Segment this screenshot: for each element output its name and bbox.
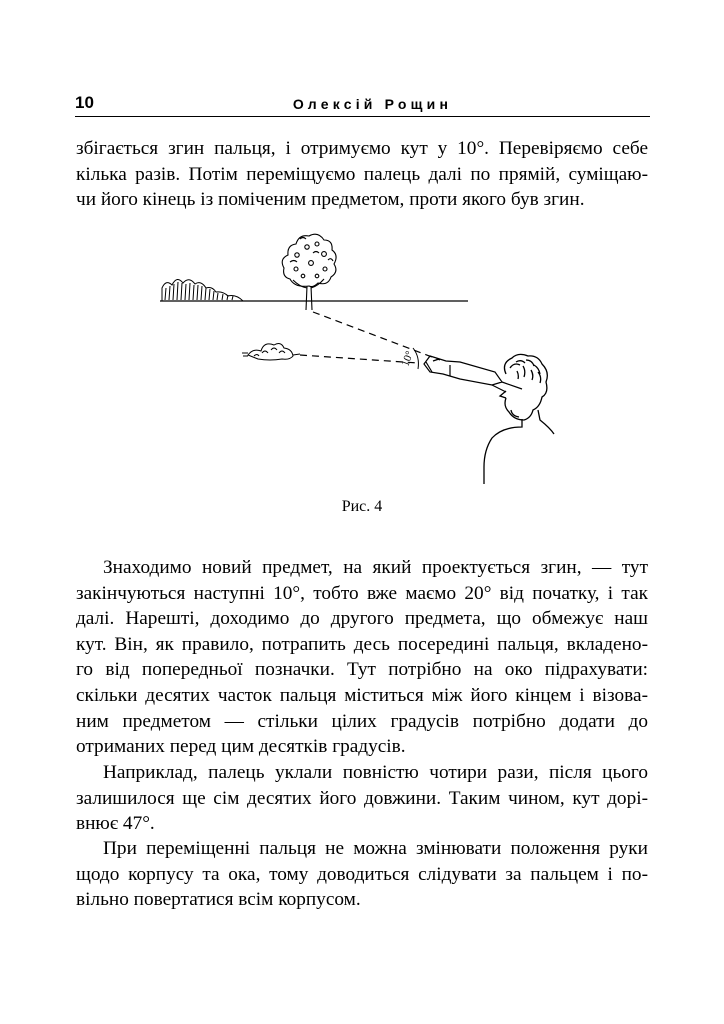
angle-arc — [400, 348, 419, 369]
text-line: далі. Нарешті, доходимо до другого предмета, що обмежує наш — [76, 608, 648, 630]
text-line: вільно повертатися всім корпусом. — [76, 889, 361, 911]
page-number: 10 — [75, 93, 94, 112]
paragraph-1 — [76, 555, 648, 760]
tree — [282, 234, 336, 310]
text-line: го від попередньої позначки. Тут потрібно на око підрахувати: — [76, 659, 648, 681]
figure-illustration — [150, 222, 560, 490]
running-title: Олексій Рощин — [292, 96, 453, 112]
angle-label: 10° — [399, 349, 417, 369]
paragraph-intro — [76, 136, 648, 213]
bush-foreground — [242, 344, 300, 360]
observer-figure — [484, 354, 554, 484]
text-line: кілька разів. Потім переміщуємо палець далі по прямій, суміщаю- — [76, 163, 648, 185]
text-line: ним предметом — стільки цілих градусів потрібно додати до — [76, 710, 648, 732]
paragraph-2 — [76, 760, 648, 837]
bushes-left — [162, 279, 243, 301]
text-line: закінчуються наступні 10°, тобто вже маємо 20° від початку, і так — [76, 582, 648, 604]
text-line: збігається згин пальця, і отримуємо кут у 10°. Перевіряємо себе — [76, 138, 648, 159]
text-line: Знаходимо новий предмет, на який проектується згин, — тут — [103, 557, 648, 578]
text-line: При переміщенні пальця не можна змінювати положення руки — [103, 838, 648, 859]
text-line: щодо корпусу та ока, тому доводиться слідувати за пальцем і по- — [76, 863, 648, 885]
text-line: внює 47°. — [76, 813, 155, 835]
text-line: отриманих перед цим десятків градусів. — [76, 736, 406, 758]
text-line: чи його кінець із поміченим предметом, проти якого був згин. — [76, 189, 585, 211]
figure-caption: Рис. 4 — [341, 498, 383, 515]
paragraph-3 — [76, 836, 648, 913]
text-line: скільки десятих часток пальця міститься між його кінцем і візова- — [76, 684, 648, 706]
text-line: Наприклад, палець уклали повністю чотири рази, після цього — [103, 762, 648, 783]
angle-measurement-illustration — [150, 222, 560, 490]
page-header — [75, 94, 650, 117]
text-line: кут. Він, як правило, потрапить десь посередині пальця, вкладено- — [76, 633, 648, 655]
text-line: залишилося ще сім десятих його довжини. Таким чином, кут дорі- — [76, 787, 648, 809]
sight-lines — [300, 312, 440, 363]
